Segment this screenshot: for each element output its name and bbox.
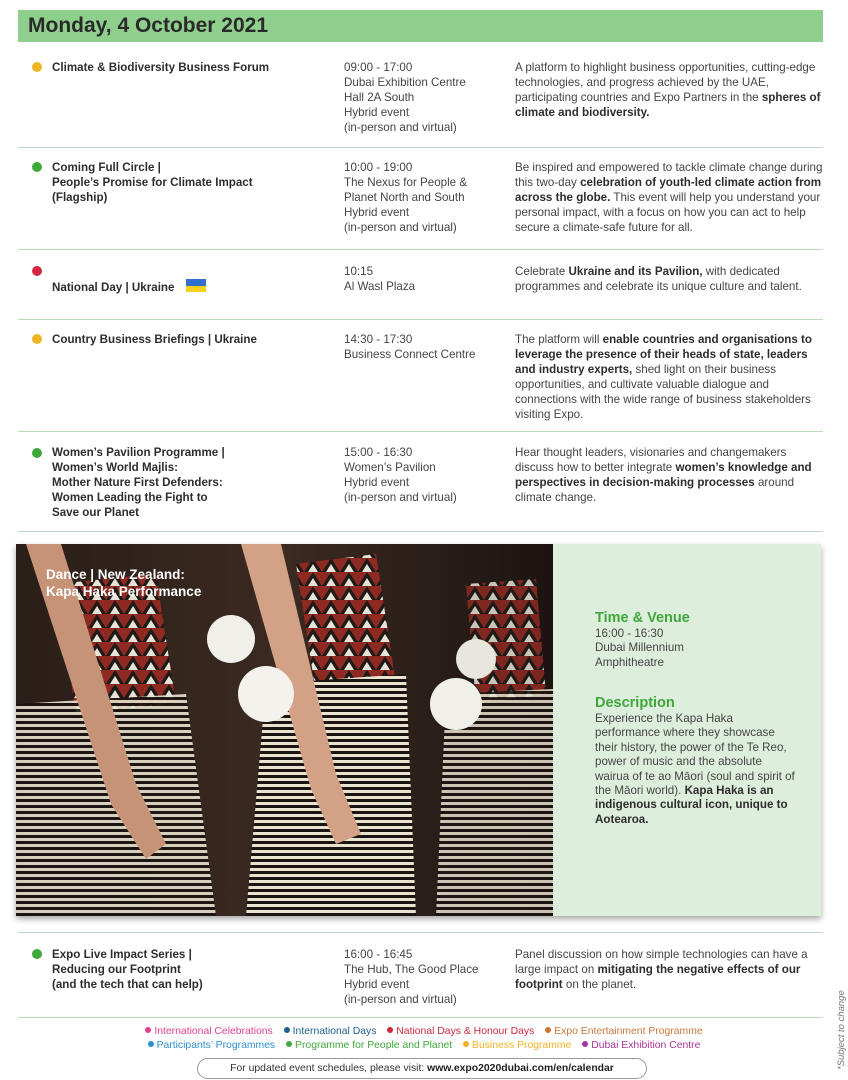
legend-row-2 xyxy=(0,1040,848,1051)
featured-event xyxy=(16,544,821,916)
event-time-venue: 10:15 Al Wasl Plaza xyxy=(344,265,416,293)
event-time-venue: 09:00 - 17:00 Dubai Exhibition Centre Hall 2A South Hybrid event (in-person and virtual) xyxy=(344,61,466,134)
time-venue-heading: Time & Venue xyxy=(595,610,690,626)
event-time-venue: 14:30 - 17:30 Business Connect Centre xyxy=(344,333,476,361)
feature-description: Experience the Kapa Haka performance where they showcase their history, the power of the Te Reo, power of music and the absolute wairua of te ao Māori (soul and spirit of the Māori world). Kapa Haka is an indigenous cultural icon, unique to Aotearoa. xyxy=(595,712,795,826)
legend-item: Expo Entertainment Programme xyxy=(545,1026,702,1037)
description-heading: Description xyxy=(595,695,675,711)
legend-item: Dubai Exhibition Centre xyxy=(582,1040,700,1051)
event-title: Expo Live Impact Series | Reducing our Footprint (and the tech that can help) xyxy=(52,948,203,991)
category-dot xyxy=(32,334,42,344)
event-row xyxy=(18,322,823,432)
event-row xyxy=(18,252,823,320)
event-description: The platform will enable countries and organisations to leverage the presence of their heads of state, leaders and industry experts, shed light on their business opportunities, and cultivate valuable dialogue and connections with the wide range of business stakeholders visiting Expo. xyxy=(515,333,812,421)
event-description: Panel discussion on how simple technologies can have a large impact on mitigating the negative effects of our footprint on the planet. xyxy=(515,948,808,991)
category-dot xyxy=(32,949,42,959)
event-title: Country Business Briefings | Ukraine xyxy=(52,333,257,346)
event-description: Be inspired and empowered to tackle climate change during this two-day celebration of youth-led climate action from across the globe. This event will help you understand your personal impact, with a focus on how you can act to help secure a climate-safe future for all. xyxy=(515,161,823,234)
event-time-venue: 16:00 - 16:45 The Hub, The Good Place Hybrid event (in-person and virtual) xyxy=(344,948,479,1006)
event-title: Coming Full Circle | People’s Promise for Climate Impact (Flagship) xyxy=(52,161,253,204)
event-description: Celebrate Ukraine and its Pavilion, with dedicated programmes and celebrate its unique culture and talent. xyxy=(515,265,802,293)
legend-item: National Days & Honour Days xyxy=(387,1026,534,1037)
kapa-haka-photo xyxy=(16,544,553,916)
legend-item: Programme for People and Planet xyxy=(286,1040,452,1051)
feature-title: Dance | New Zealand: Kapa Haka Performance xyxy=(46,567,202,599)
category-dot xyxy=(32,62,42,72)
event-title: National Day | Ukraine xyxy=(52,264,292,295)
legend-item: Participants’ Programmes xyxy=(148,1040,276,1051)
legend-item: International Celebrations xyxy=(145,1026,272,1037)
event-row xyxy=(18,932,823,1018)
feature-info-panel xyxy=(553,544,821,916)
legend-item: Business Programme xyxy=(463,1040,571,1051)
event-title: Women’s Pavilion Programme | Women’s World Majlis: Mother Nature First Defenders: Women Leading the Fight to Save our Planet xyxy=(52,446,225,519)
event-description: Hear thought leaders, visionaries and changemakers discuss how to better integrate women’s knowledge and perspectives in decision-making processes around climate change. xyxy=(515,446,812,504)
event-description: A platform to highlight business opportunities, cutting-edge technologies, and progress achieved by the UAE, participating countries and Expo Partners in the spheres of climate and biodiversity. xyxy=(515,61,821,119)
ukraine-flag-icon xyxy=(186,279,206,292)
event-time-venue: 10:00 - 19:00 The Nexus for People & Planet North and South Hybrid event (in-person and virtual) xyxy=(344,161,468,234)
category-dot xyxy=(32,266,42,276)
legend-row-1 xyxy=(0,1026,848,1037)
category-dot xyxy=(32,162,42,172)
calendar-link[interactable]: For updated event schedules, please visit: www.expo2020dubai.com/en/calendar xyxy=(197,1058,647,1079)
event-row xyxy=(18,434,823,532)
subject-to-change-note: *Subject to change xyxy=(836,990,847,1070)
event-row xyxy=(18,150,823,250)
feature-time-venue: 16:00 - 16:30 Dubai Millennium Amphitheatre xyxy=(595,627,684,669)
category-dot xyxy=(32,448,42,458)
legend-item: International Days xyxy=(284,1026,377,1037)
event-title: Climate & Biodiversity Business Forum xyxy=(52,61,270,74)
event-row xyxy=(18,58,823,148)
date-heading: Monday, 4 October 2021 xyxy=(18,10,823,42)
event-time-venue: 15:00 - 16:30 Women’s Pavilion Hybrid event (in-person and virtual) xyxy=(344,446,457,504)
